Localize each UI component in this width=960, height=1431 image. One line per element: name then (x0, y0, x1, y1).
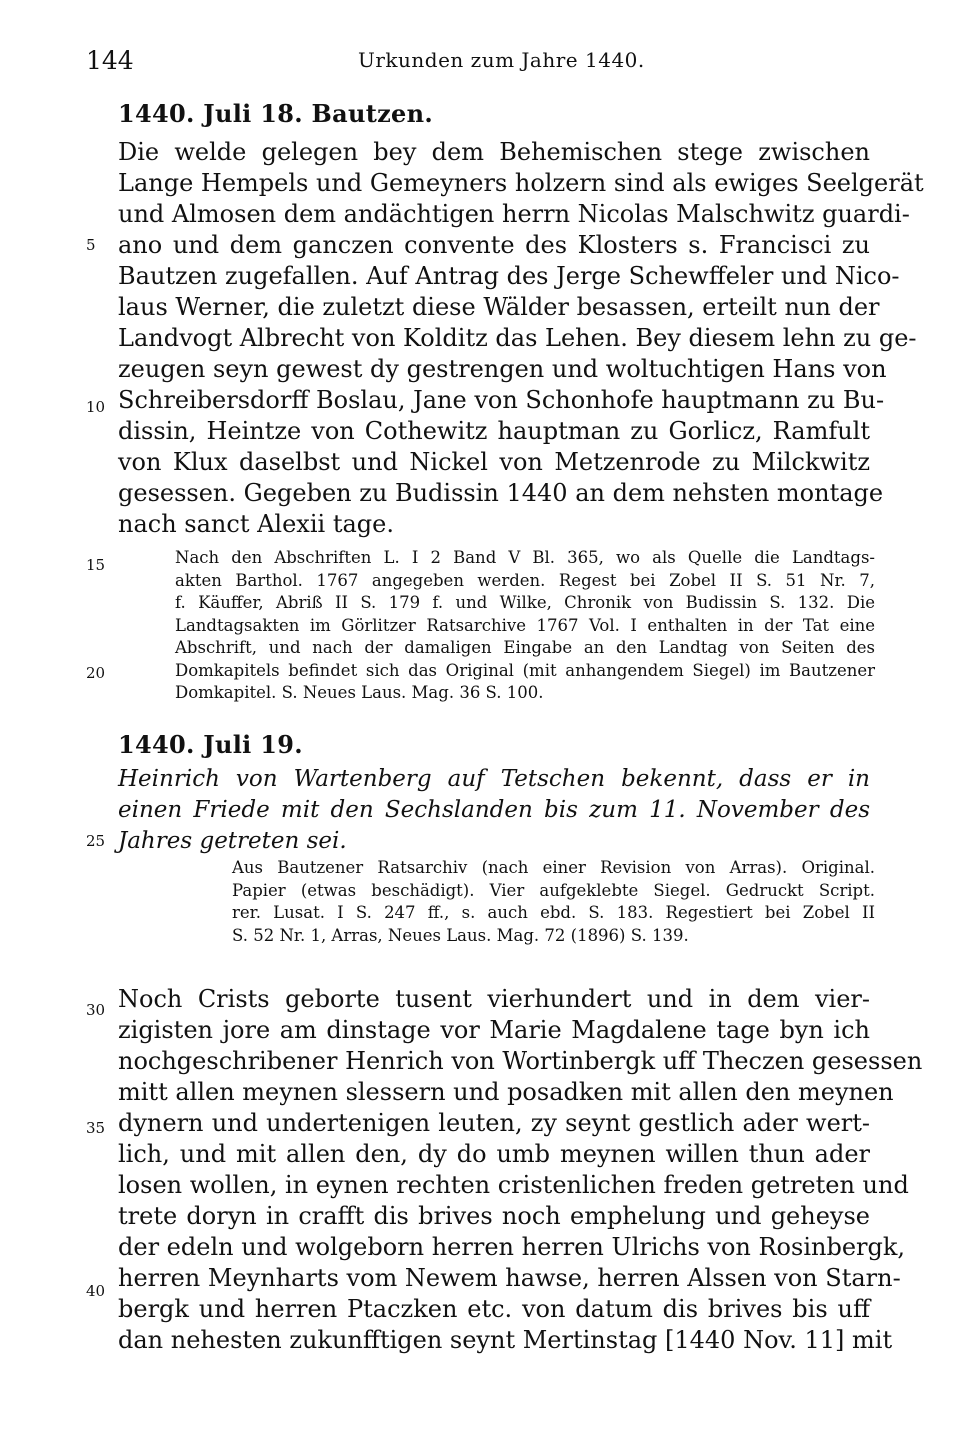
text-line: dan nehesten zukunfftigen seynt Mertinstag [1440 Nov. 11] mit (118, 1326, 893, 1354)
summary-line: Heinrich von Wartenberg auf Tetschen bekennt, dass er in (118, 766, 870, 792)
note-line: S. 52 Nr. 1, Arras, Neues Laus. Mag. 72 (1896) S. 139. (232, 925, 689, 945)
margin-line-number: 20 (86, 664, 106, 682)
note-line: akten Barthol. 1767 angegeben werden. Regest bei Zobel II S. 51 Nr. 7, (175, 570, 875, 590)
page-number: 144 (86, 46, 134, 75)
entry-1-heading: 1440. Juli 18. Bautzen. (118, 99, 433, 128)
text-line: nach sanct Alexii tage. (118, 510, 394, 538)
text-line: herren Meynharts vom Newem hawse, herren Alssen von Starn- (118, 1264, 901, 1292)
text-line: dynern und undertenigen leuten, zy seynt gestlich ader wert- (118, 1109, 870, 1137)
text-line: zeugen seyn gewest dy gestrengen und woltuchtigen Hans von (118, 355, 887, 383)
note-line: f. Käuffer, Abriß II S. 179 f. und Wilke, Chronik von Budissin S. 132. Die (175, 593, 875, 612)
text-line: nochgeschribener Henrich von Wortinbergk uff Theczen gesessen (118, 1047, 923, 1075)
note-line: Domkapitel. S. Neues Laus. Mag. 36 S. 100. (175, 683, 544, 702)
note-line: Papier (etwas beschädigt). Vier aufgeklebte Siegel. Gedruckt Script. (232, 880, 875, 900)
margin-line-number: 30 (86, 1001, 106, 1019)
text-line: dissin, Heintze von Cothewitz hauptman zu Gorlicz, Ramfult (118, 417, 870, 445)
note-line: Domkapitels befindet sich das Original (mit anhangendem Siegel) im Bautzener (175, 660, 875, 680)
note-line: Aus Bautzener Ratsarchiv (nach einer Revision von Arras). Original. (232, 858, 875, 877)
text-line: Bautzen zugefallen. Auf Antrag des Jerge Schewffeler und Nico- (118, 262, 900, 290)
text-line: gesessen. Gegeben zu Budissin 1440 an dem nehsten montage (118, 479, 884, 507)
text-line: der edeln und wolgeborn herren herren Ulrichs von Rosinbergk, (118, 1233, 906, 1261)
entry-2-heading: 1440. Juli 19. (118, 730, 303, 759)
text-line: ano und dem ganczen convente des Klosters s. Francisci zu (118, 231, 870, 259)
text-line: Die welde gelegen bey dem Behemischen stege zwischen (118, 138, 870, 166)
page-header (86, 46, 876, 82)
text-line: lich, und mit allen den, dy do umb meynen willen thun ader (118, 1140, 870, 1168)
text-line: trete doryn in crafft dis brives noch emphelung und geheyse (118, 1202, 870, 1230)
entry-2-summary (118, 766, 870, 862)
margin-line-number: 40 (86, 1282, 106, 1300)
margin-line-number: 10 (86, 398, 106, 416)
text-line: Schreibersdorff Boslau, Jane von Schonhofe hauptmann zu Bu- (118, 386, 885, 414)
margin-line-number: 15 (86, 556, 106, 574)
note-line: Nach den Abschriften L. I 2 Band V Bl. 365, wo als Quelle die Landtags- (175, 548, 875, 567)
entry-2-source-note (232, 858, 875, 950)
note-line: rer. Lusat. I S. 247 ff., s. auch ebd. S. 183. Regestiert bei Zobel II (232, 903, 875, 922)
text-line: zigisten jore am dinstage vor Marie Magdalene tage byn ich (118, 1016, 870, 1044)
text-line: Landvogt Albrecht von Kolditz das Lehen. Bey diesem lehn zu ge- (118, 324, 917, 352)
entry-1-source-note (175, 548, 875, 708)
entry-2-body (118, 985, 923, 1375)
summary-line: einen Friede mit den Sechslanden bis zum 11. November des (118, 797, 870, 823)
running-title: Urkunden zum Jahre 1440. (358, 48, 645, 72)
entry-1-body (118, 138, 924, 548)
text-line: bergk und herren Ptaczken etc. von datum dis brives bis uff (118, 1295, 870, 1323)
text-line: laus Werner, die zuletzt diese Wälder besassen, erteilt nun der (118, 293, 880, 321)
summary-line: Jahres getreten sei. (118, 828, 347, 854)
text-line: und Almosen dem andächtigen herrn Nicolas Malschwitz guardi- (118, 200, 910, 228)
text-line: von Klux daselbst und Nickel von Metzenrode zu Milckwitz (118, 448, 870, 476)
note-line: Landtagsakten im Görlitzer Ratsarchive 1767 Vol. I enthalten in der Tat eine (175, 615, 875, 635)
text-line: mitt allen meynen slessern und posadken mit allen den meynen (118, 1078, 894, 1106)
note-line: Abschrift, und nach der damaligen Eingabe an den Landtag von Seiten des (175, 638, 875, 657)
text-line: losen wollen, in eynen rechten cristenlichen freden getreten und (118, 1171, 909, 1199)
margin-line-number: 5 (86, 236, 96, 254)
text-line: Noch Crists geborte tusent vierhundert und in dem vier- (118, 985, 870, 1013)
margin-line-number: 35 (86, 1119, 106, 1137)
text-line: Lange Hempels und Gemeyners holzern sind als ewiges Seelgerät (118, 169, 924, 197)
margin-line-number: 25 (86, 832, 106, 850)
